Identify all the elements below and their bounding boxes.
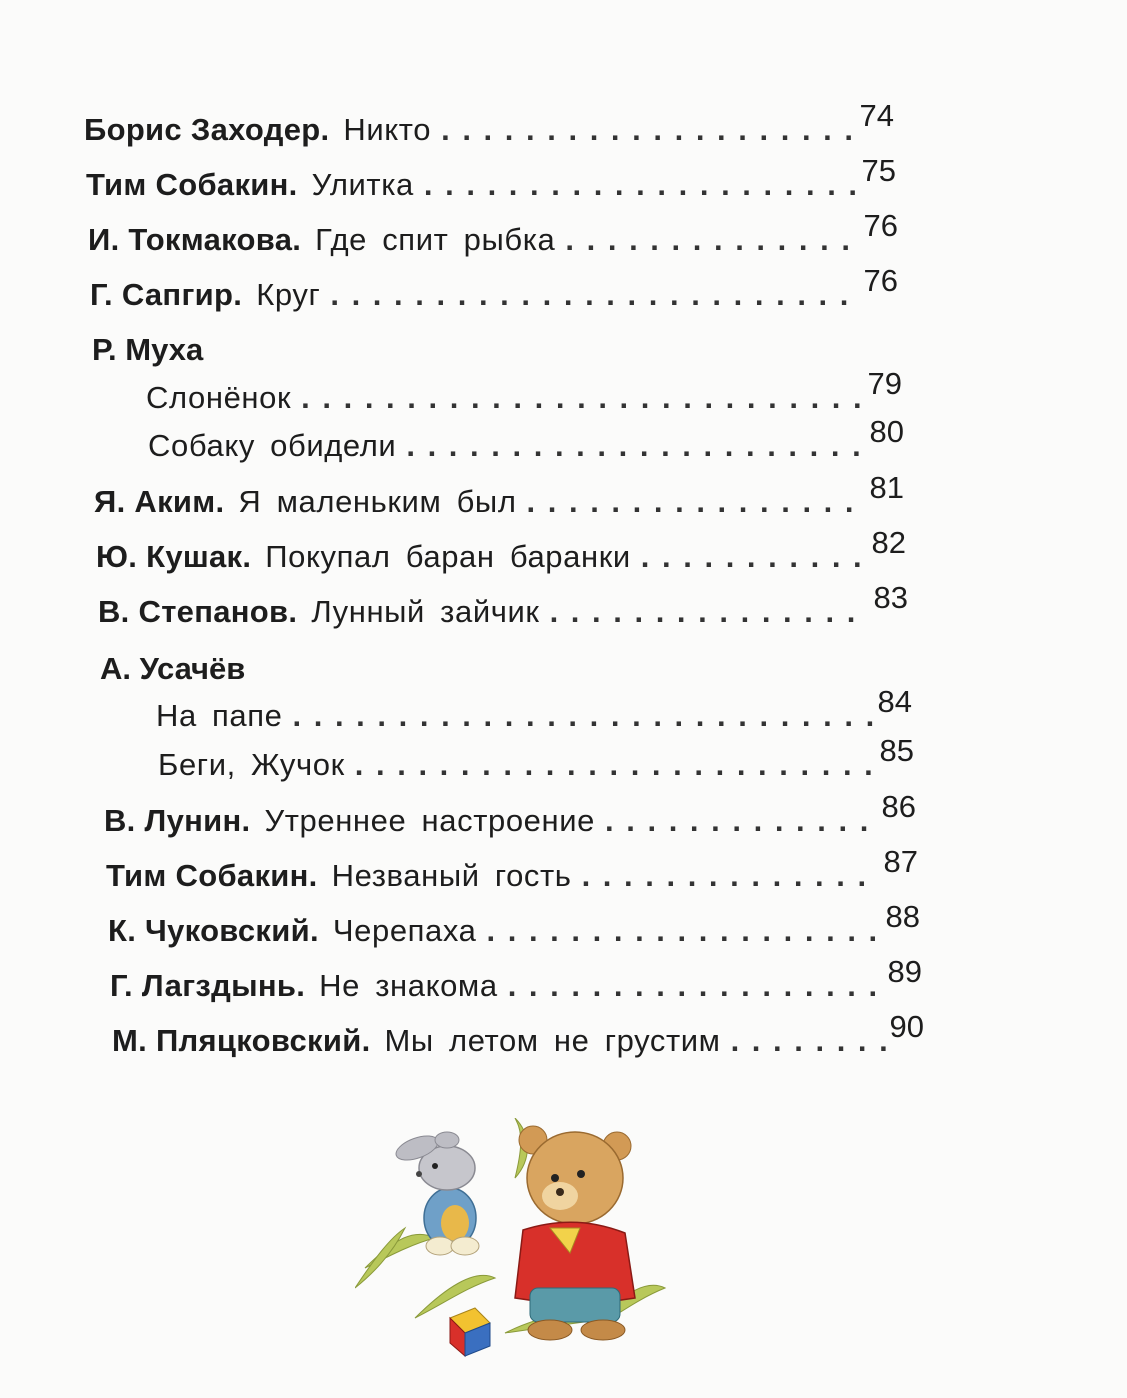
toc-entry <box>108 899 920 949</box>
toc-title: Беги, Жучок <box>158 747 345 782</box>
toc-title: Круг <box>256 277 321 312</box>
toc-section-heading <box>92 324 692 368</box>
toc-author: Тим Собакин. <box>106 858 318 893</box>
toc-page-number: 76 <box>863 208 898 243</box>
toc-author: К. Чуковский. <box>108 913 319 948</box>
toc-title: Улитка <box>311 167 414 202</box>
dot-leader <box>582 858 880 894</box>
toc-entry <box>98 580 908 630</box>
toc-section-heading <box>100 643 700 687</box>
toc-entry <box>84 98 894 148</box>
toc-title: На папе <box>156 698 283 733</box>
toc-page-number: 87 <box>883 844 918 879</box>
toc-entry <box>112 1009 924 1059</box>
toc-title: Лунный зайчик <box>311 594 540 629</box>
toc-title: Черепаха <box>332 913 477 948</box>
toc-entry <box>158 733 914 783</box>
toc-page-number: 79 <box>867 366 902 401</box>
toc-entry <box>146 366 902 416</box>
toc-author: А. Усачёв <box>100 651 246 686</box>
dot-leader <box>406 428 865 464</box>
toc-author: Г. Сапгир. <box>90 277 243 312</box>
toc-author: И. Токмакова. <box>88 222 302 257</box>
toc-page-number: 85 <box>879 733 914 768</box>
dot-leader <box>731 1023 886 1059</box>
toc-title: Не знакома <box>319 968 498 1003</box>
toc-page-number: 84 <box>877 684 912 719</box>
toc-author: Тим Собакин. <box>86 167 298 202</box>
toc-page-number: 90 <box>889 1009 924 1044</box>
toc-author: Борис Заходер. <box>84 112 330 147</box>
toc-page-number: 76 <box>863 263 898 298</box>
toc-page-number: 82 <box>871 525 906 560</box>
dot-leader <box>301 380 863 416</box>
dot-leader <box>487 913 882 949</box>
toc-title: Незваный гость <box>331 858 572 893</box>
toc-author: Р. Муха <box>92 332 204 367</box>
toc-entry <box>106 844 918 894</box>
dot-leader <box>293 698 874 734</box>
toc-entry <box>104 789 916 839</box>
toc-title: Я маленьким был <box>238 484 517 519</box>
bunny-icon <box>393 1131 479 1255</box>
dot-leader <box>565 222 859 258</box>
toc-title: Мы летом не грустим <box>384 1023 721 1058</box>
dot-leader <box>424 167 858 203</box>
toc-page-number: 81 <box>869 470 904 505</box>
toc-page-number: 83 <box>873 580 908 615</box>
toc-entry <box>156 684 912 734</box>
toc-entry <box>90 263 898 313</box>
dot-leader <box>441 112 855 148</box>
toc-title: Где спит рыбка <box>315 222 556 257</box>
toc-entry <box>110 954 922 1004</box>
toc-page-number: 74 <box>859 98 894 133</box>
toc-entry <box>88 208 898 258</box>
toc-title: Утреннее настроение <box>264 803 596 838</box>
toc-entry <box>94 470 904 520</box>
toc-entry <box>86 153 896 203</box>
toc-page-number: 88 <box>885 899 920 934</box>
dot-leader <box>605 803 878 839</box>
toc-title: Никто <box>343 112 432 147</box>
toc-author: Ю. Кушак. <box>96 539 252 574</box>
toc-entry <box>148 414 904 464</box>
toc-page-number: 75 <box>861 153 896 188</box>
toy-block-icon <box>450 1308 490 1356</box>
dot-leader <box>508 968 884 1004</box>
toc-title: Собаку обидели <box>148 428 397 463</box>
toc-author: М. Пляцковский. <box>112 1023 371 1058</box>
toc-page-number: 86 <box>881 789 916 824</box>
toc-author: Г. Лагздынь. <box>110 968 306 1003</box>
toc-title: Покупал баран баранки <box>265 539 631 574</box>
dot-leader <box>330 277 859 313</box>
toc-author: Я. Аким. <box>94 484 225 519</box>
dot-leader <box>355 747 876 783</box>
dot-leader <box>550 594 870 630</box>
toc-author: В. Лунин. <box>104 803 251 838</box>
dot-leader <box>527 484 866 520</box>
toc-page-number: 80 <box>869 414 904 449</box>
toc-entry <box>96 525 906 575</box>
bear-icon <box>515 1126 635 1340</box>
bunny-and-bear-with-block-icon <box>355 1118 675 1358</box>
dot-leader <box>641 539 868 575</box>
toc-title: Слонёнок <box>146 380 292 415</box>
toc-page-number: 89 <box>887 954 922 989</box>
toc-author: В. Степанов. <box>98 594 298 629</box>
